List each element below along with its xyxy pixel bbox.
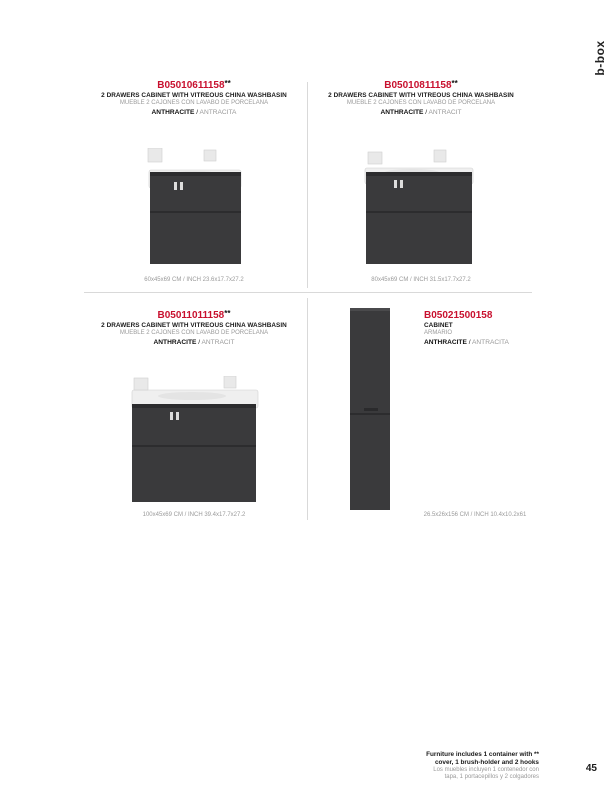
product-card-4	[424, 310, 554, 347]
footer-note	[389, 751, 539, 781]
product-title-es: MUEBLE 2 CAJONES CON LAVABO DE PORCELANA	[119, 100, 269, 106]
product-dimensions: 60x45x69 CM / INCH 23.6x17.7x27.2	[144, 277, 244, 283]
product-color: ANTHRACITE / ANTRACIT	[153, 339, 235, 346]
product-image-cabinet-60	[140, 148, 252, 266]
footer-note-es-2: tapa, 1 portacepillos y 2 colgadores	[444, 774, 539, 780]
product-image-cabinet-80	[362, 148, 478, 266]
product-code: B05021500158	[424, 310, 493, 321]
product-code: B05010611158**	[157, 79, 231, 91]
product-card-1	[84, 80, 304, 117]
product-card-3	[84, 310, 304, 347]
product-title-en: 2 DRAWERS CABINET WITH VITREOUS CHINA WASHBASIN	[101, 322, 287, 329]
product-color: ANTHRACITE / ANTRACITA	[424, 339, 509, 346]
product-image-tall-cabinet	[346, 304, 396, 512]
footer-note-es: Los muebles incluyen 1 contenedor con	[433, 767, 539, 773]
product-dimensions: 80x45x69 CM / INCH 31.5x17.7x27.2	[371, 277, 471, 283]
divider-vertical-top	[307, 82, 308, 288]
product-image-cabinet-100	[130, 376, 260, 504]
product-title-es: MUEBLE 2 CAJONES CON LAVABO DE PORCELANA	[346, 100, 496, 106]
product-code: B05011011158**	[157, 309, 231, 321]
product-title-en: 2 DRAWERS CABINET WITH VITREOUS CHINA WASHBASIN	[101, 92, 287, 99]
product-title-es: MUEBLE 2 CAJONES CON LAVABO DE PORCELANA	[119, 330, 269, 336]
product-code: B05010811158**	[384, 79, 458, 91]
brand-text: b-box	[593, 40, 607, 76]
brand-logo	[589, 28, 611, 88]
product-color: ANTHRACITE / ANTRACIT	[380, 109, 462, 116]
divider-horizontal	[84, 292, 532, 293]
product-title-en: 2 DRAWERS CABINET WITH VITREOUS CHINA WASHBASIN	[328, 92, 514, 99]
product-color: ANTHRACITE / ANTRACITA	[151, 109, 237, 116]
product-card-2	[310, 80, 532, 117]
divider-vertical-bottom	[307, 298, 308, 520]
page-number: 45	[585, 763, 597, 774]
footer-note-en: Furniture includes 1 container with **	[426, 751, 539, 758]
product-title-en: CABINET	[424, 322, 453, 329]
footer-note-en-2: cover, 1 brush-holder and 2 hooks	[434, 759, 539, 766]
product-dimensions: 100x45x69 CM / INCH 39.4x17.7x27.2	[142, 512, 246, 518]
product-dimensions: 26.5x26x156 CM / INCH 10.4x10.2x61	[423, 512, 527, 518]
product-title-es: ARMARIO	[424, 330, 453, 336]
